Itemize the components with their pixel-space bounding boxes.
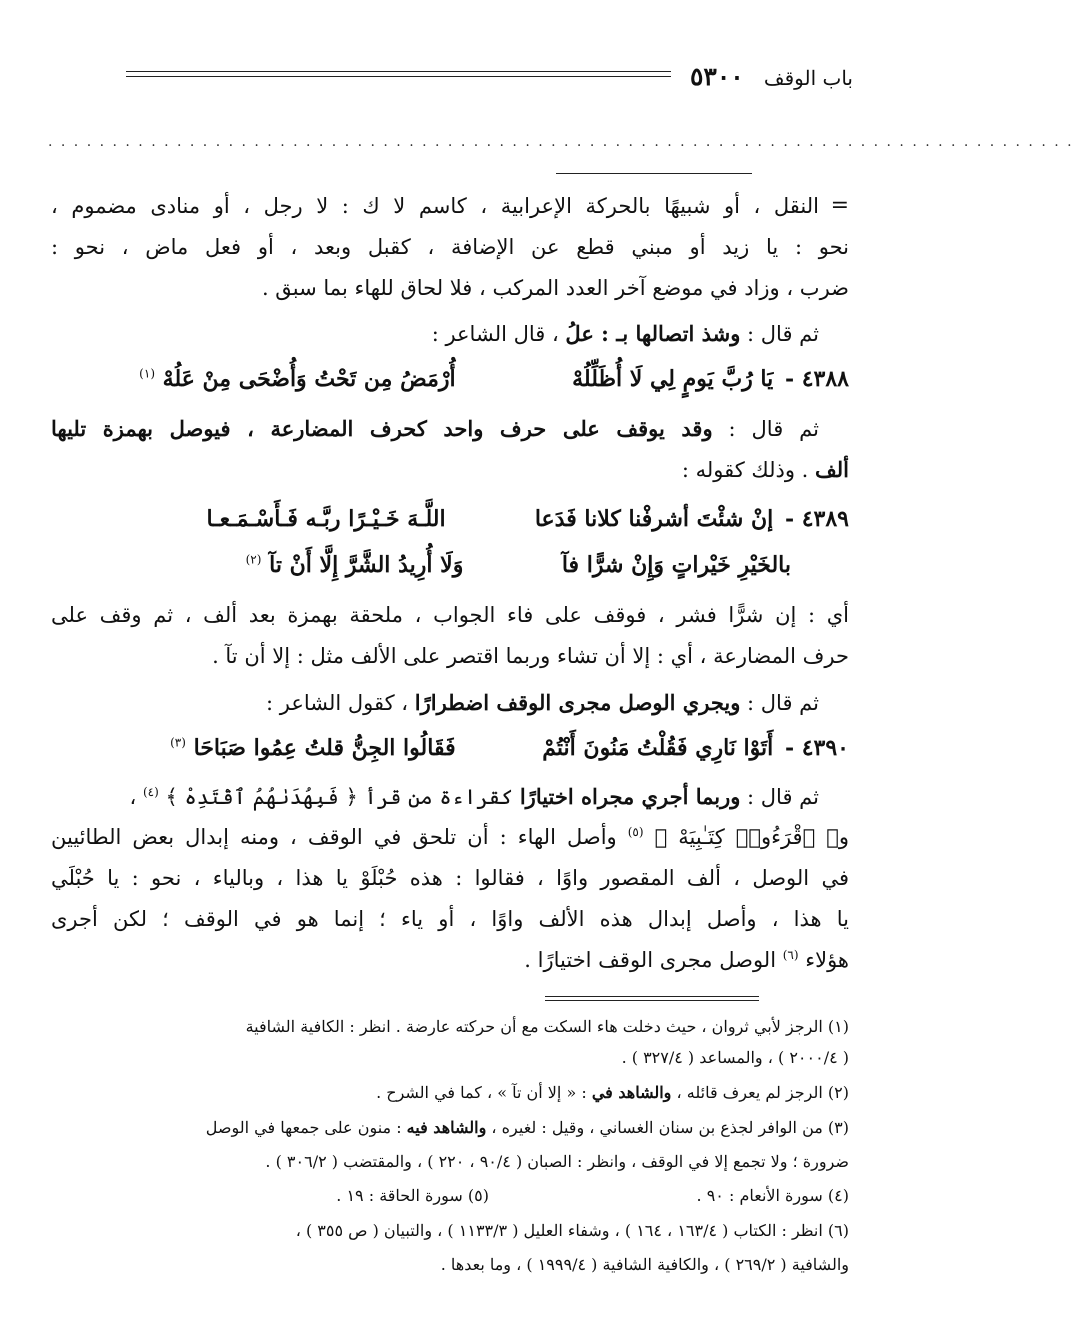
verse-4388 [49,366,849,392]
footnote-6: (٦) انظر : الكتاب ( ١٦٣/٤ ، ١٦٤ ) ، وشفاء العليل ( ١١٣٣/٣ ) ، والتبيان ( ص ٣٥٥ ) ، [295,1221,849,1240]
quote-suffix: . وذلك كقوله : [681,458,816,482]
quoted-rule-line [49,457,849,483]
quoted-rule-line [19,784,819,810]
body-text: هؤلاء [798,948,849,972]
verse-hemistich-1: يَا رُبَّ يَومٍ لِي لَا أُظَلِّلُهْ [572,366,774,392]
body-text: وأصل الهاء : أن تلحق في الوقف ، ومنه إبدال بعض الطائيين [51,825,628,849]
verse-hemistich-2: فَقَالُوا الجِنُّ قلتُ عِمُوا صَبَاحَا [193,735,456,761]
quote-prefix: ثم قال : [712,417,819,441]
quote-suffix: ، [129,785,143,809]
verse-hemistich-3: بالخَيْرِ خَيْراتٍ وَإِنْ شرًّا فآ [561,552,791,578]
verse-4389-line-1 [49,506,849,532]
footnote-ref: (٣) [170,735,186,750]
quote-suffix: ، قال الشاعر : [431,322,566,346]
quote-prefix: ثم قال : [740,785,819,809]
continuation-mark: = [830,193,849,218]
verse-hemistich-1: أَتَوْا نَارِي فَقُلْتُ مَنُونَ أَنْتُمْ [542,735,774,761]
quote-suffix: ، كقول الشاعر : [266,691,415,715]
footnote-separator [545,996,759,1001]
footnote-ref: (٦) [782,948,799,962]
footnote-5: (٥) سورة الحاقة : ١٩ . [336,1186,489,1205]
footnote-1-cont: ( ٢٠٠٠/٤ ) ، والمساعد ( ٣٢٧/٤ ) . [621,1048,849,1067]
body-line: في الوصل ، ألف المقصور واوًا ، فقالوا : هذه حُبْلَوْ يا هذا ، وبالياء ، نحو : يا حُبْلَي [51,866,849,890]
verse-hemistich-2: أُرْمَضُ مِن تَحْتُ وَأُضْحَى مِنْ عَلُهْ [162,366,456,392]
footnote-text: (٣) من الوافر لجذع بن سنان الغساني ، وقيل : لغيره ، [486,1118,849,1137]
body-line: نحو : يا زيد أو مبني قطع عن الإضافة ، كقبل وبعد ، أو فعل ماض ، نحو : [51,235,849,259]
footnote-ref: (٥) [627,825,644,839]
body-line: النقل ، أو شبيهًا بالحركة الإعرابية ، كاسم لا ك : لا رجل ، أو منادى مضموم ، [51,194,819,218]
verse-number: ٤٣٨٩ - [784,506,849,532]
quote-text: وقد يوقف على حرف واحد كحرف المضارعة ، فيوصل بهمزة تليها [51,416,713,441]
footnote-text: : منون على جمعها في الوصل [205,1118,407,1137]
header-rule [556,173,752,174]
body-line [49,948,849,973]
footnote-3 [39,1118,849,1138]
footnote-3-cont: ضرورة ؛ ولا تجمع إلا في الوقف ، وانظر : الصبان ( ٩٠/٤ ، ٢٢٠ ) ، والمقتضب ( ٣٠٦/٢ ) . [265,1152,849,1171]
quote-text: وشذ اتصالها بـ : علُ [565,321,741,346]
body-line: حرف المضارعة ، أي : إلا أن تشاء وربما اقتصر على الألف مثل : إلا أن تآ . [212,644,849,668]
verse-hemistich-1: إنْ شئْتَ أشرفْنا كلانا فَدَعا [534,506,774,532]
quote-text: ألف [815,457,849,482]
header-double-rule [126,71,671,77]
verse-4390 [49,735,849,761]
quote-quran: كقراءة من قرأ ﴿ فَبِهُدَىٰهُمُ ٱقْتَدِهْ ﴾ [158,785,520,809]
footnote-1: (١) الرجز لأبي ثروان ، حيث دخلت هاء السكت مع أن حركته عارضة . انظر : الكافية الشافية [245,1017,849,1036]
body-line: يا هذا ، وأصل إبدال هذه الألف واوًا ، أو ياء ؛ إنما هو في الوقف ؛ لكن أجرى [51,907,849,931]
running-head: باب الوقف [763,66,853,90]
footnote-6-cont: والشافية ( ٢٦٩/٢ ) ، والكافية الشافية ( ١٩٩٩/٤ ) ، وما بعدها . [440,1255,849,1274]
quote-text: وربما أجري مجراه اختيارًا [519,784,741,809]
quoted-rule-line [19,690,819,716]
footnote-text: (٢) الرجز لم يعرف قائله ، [671,1083,849,1102]
quote-text: ويجري الوصل مجرى الوقف اضطرارًا [414,690,741,715]
verse-number: ٤٣٩٠ - [784,735,849,761]
verse-hemistich-4: وَلَا أُرِيدُ الشَّرَّ إِلَّا أَنْ تآ [269,552,464,578]
footnote-text: : « إلا أن تآ » ، كما في الشرح . [376,1083,592,1102]
quote-prefix: ثم قال : [740,322,819,346]
footnote-4: (٤) سورة الأنعام : ٩٠ . [696,1186,849,1205]
body-line: أي : إن شرًّا فشر ، فوقف على فاء الجواب ، ملحقة بهمزة بعد ألف ، ثم وقف على [51,603,849,627]
dotted-rule: . . . . . . . . . . . . . . . . . . . . . . . . . . . . . . . . . . . . . . . . . . . . . . . . . . . . . . . . . . . . . . . . . . . . . . . . . . . . . . . . [48,134,1074,150]
verse-number: ٤٣٨٨ - [784,366,849,392]
verse-4389-line-2 [0,552,791,578]
footnote-ref: (٤) [142,785,159,799]
quoted-rule-line [51,416,819,442]
quran-quote: و﴿ ٱقْرَءُوا۟ كِتَـٰبِيَهْ ﴾ [643,825,849,849]
footnote-ref: (٢) [245,552,262,567]
quote-prefix: ثم قال : [740,691,819,715]
body-text: الوصل مجرى الوقف اختيارًا . [524,948,783,972]
footnote-2 [39,1083,849,1103]
footnote-emph: والشاهد في [591,1083,672,1102]
footnote-ref: (١) [139,366,155,381]
quoted-rule-line [19,321,819,347]
footnote-emph: والشاهد فيه [406,1118,487,1137]
body-line [51,825,849,850]
page-number: ٥٣٠٠ [690,62,744,91]
body-line: ضرب ، وزاد في موضع آخر العدد المركب ، فلا لحاق للهاء بما سبق . [261,276,849,300]
verse-hemistich-2: اللَّـهَ خَـيْـرًا ربَّـه فَـأَسْـمَـعـا [206,506,446,532]
